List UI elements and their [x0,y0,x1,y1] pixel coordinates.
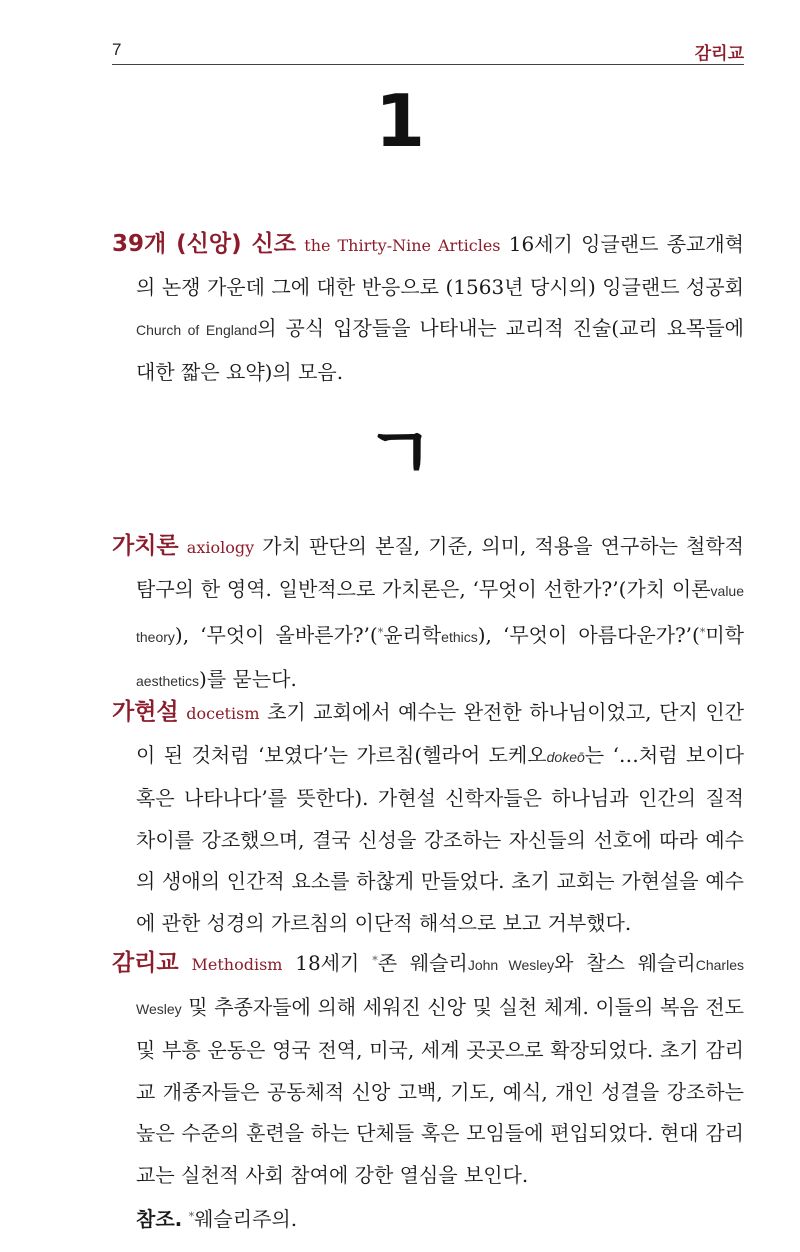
entry-english: axiology [186,538,255,557]
entry-text: ), ‘무엇이 아름다운가?’( [477,623,700,647]
glossary-entry-methodism [112,940,744,1241]
entry-text: )를 묻는다. [199,666,297,691]
entry-term: 39개 (신앙) 신조 [112,231,296,257]
inline-english: ethics [441,629,478,645]
glossary-entry-docetism [112,692,744,944]
section-numeral-heading: 1 [374,79,426,163]
see-also-label: 참조. [136,1207,183,1231]
page-number: 7 [112,40,122,59]
entry-english: docetism [186,704,260,723]
cross-reference-marker: * [377,626,384,639]
cross-reference-marker: * [188,1210,195,1223]
entry-term: 가치론 [112,533,179,559]
inline-greek: dokeō [546,748,585,765]
glossary-entry-axiology [112,526,744,702]
entry-definition: 16세기 잉글랜드 종교개혁의 논쟁 가운데 그에 대한 반응으로 (1563년 당시의) 잉글랜드 성공회 [136,232,744,299]
inline-english: aesthetics [136,672,200,689]
cross-reference-term: 미학 [705,623,744,647]
inline-english: John Wesley [467,957,555,973]
glossary-entry-thirty-nine-articles [112,224,744,393]
entry-english: Methodism [191,955,283,974]
cross-reference-marker: * [699,626,706,639]
entry-text: 초기 교회에서 예수는 완전한 하나님이었고, 단지 인간이 된 것처럼 ‘보였다’는 가르침(헬라어 도케오 [136,700,744,767]
entry-text: 는 ‘…처럼 보이다 혹은 나타나다’를 뜻한다). 가현설 신학자들은 하나님과 인간의 질적 차이를 강조했으며, 결국 신성을 강조하는 자신들의 선호에 따라 예수의 생애의 인간적 요소를 하찮게 만들었다. 초기 교회는 가현설을 예수에 관한 성경의 가르침의 이단적 해석으로 보고 거부했다. [136,742,744,935]
entry-text: 18세기 [282,951,373,975]
entry-definition-end: 의 공식 입장들을 나타내는 교리적 진술(교리 요목들에 대한 짧은 요약)의 모음. [136,316,744,384]
see-also-target: 웨슬리주의. [194,1207,298,1231]
entry-term: 감리교 [112,950,179,976]
entry-english: the Thirty-Nine Articles [304,236,501,255]
inline-english: Charles Wesley [136,957,744,1017]
entry-text: 가치 판단의 본질, 기준, 의미, 적용을 연구하는 철학적 탐구의 한 영역. 일반적으로 가치론은, ‘무엇이 선한가?’(가치 이론 [136,534,745,601]
inline-english: Church of England [136,322,258,338]
inline-english: value theory [136,582,744,645]
cross-reference-term: 존 웨슬리 [377,951,468,975]
cross-reference-marker: * [372,954,378,967]
entry-text: ), ‘무엇이 올바른가?’( [174,623,378,647]
section-jamo-heading: ㄱ [365,411,435,495]
entry-text: 및 추종자들에 의해 세워진 신앙 및 실천 체계. 이들의 복음 전도 및 부흥 운동은 영국 전역, 미국, 세계 곳곳으로 확장되었다. 초기 감리교 개종자들은 공동체적 신앙 고백, 기도, 예식, 개인 성결을 강조하는 높은 수준의 훈련을 하는 단체들 혹은 모임들에 편입되었다. 현대 감리교는 실천적 사회 참여에 강한 열심을 보인다. [136,994,744,1187]
entry-text: 와 찰스 웨슬리 [554,951,696,975]
cross-reference-term: 윤리학 [383,623,442,647]
running-head: 감리교 [694,44,744,64]
page-header [112,38,744,65]
entry-term: 가현설 [112,699,179,725]
